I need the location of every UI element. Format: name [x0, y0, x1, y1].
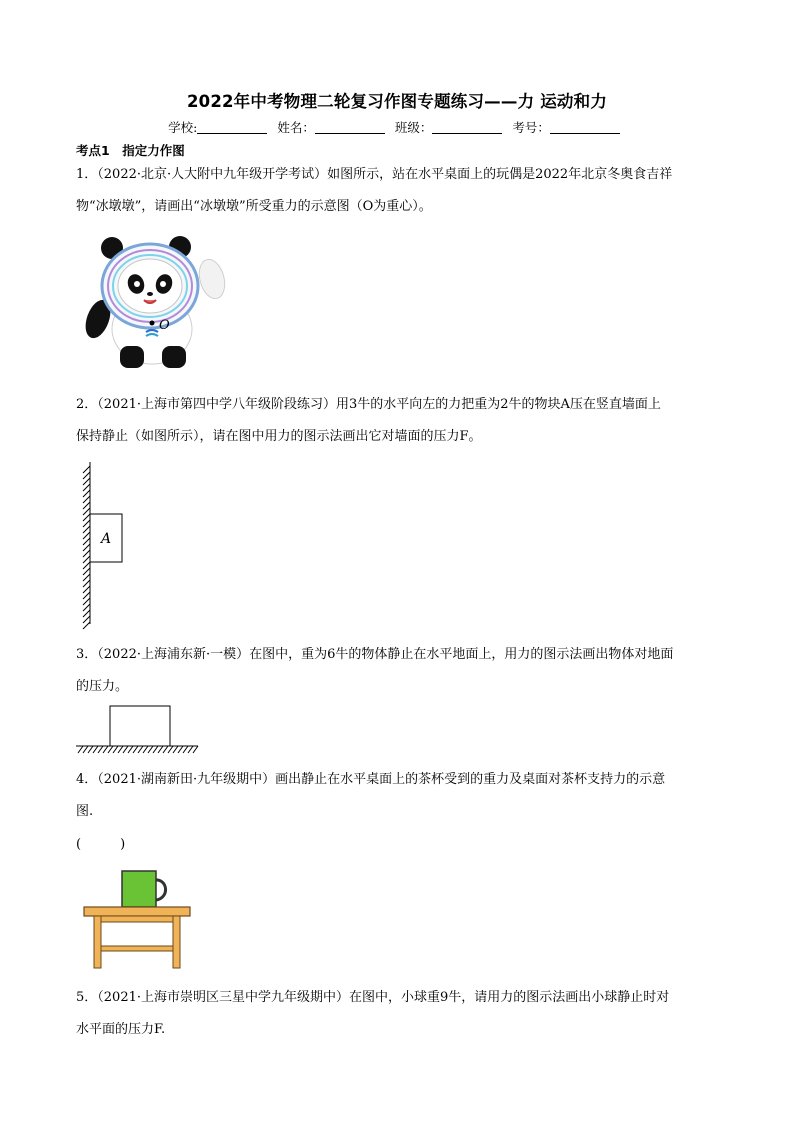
block-a-label: A	[100, 531, 112, 547]
table-right-leg	[173, 916, 180, 968]
center-of-gravity-label: O	[159, 318, 170, 333]
box-object	[110, 706, 170, 746]
name-label: 姓名：	[277, 120, 315, 135]
table-stretcher	[101, 946, 173, 951]
figure-2-wall-block	[74, 462, 134, 627]
class-label: 班级：	[394, 120, 433, 135]
table-top	[84, 907, 190, 916]
question-3-line-2: 的压力。	[76, 679, 129, 694]
question-5-line-2: 水平面的压力F.	[76, 1022, 166, 1037]
question-2-line-1: 2．（2021·上海市第四中学八年级阶段练习）用3牛的水平向左的力把重为2牛的物块A压在竖直墙面上	[76, 397, 661, 412]
mascot-left-eye	[134, 281, 140, 287]
name-blank[interactable]	[315, 121, 385, 134]
center-of-gravity-point	[150, 321, 155, 326]
mascot-left-leg	[120, 346, 144, 368]
question-1-line-1: 1．（2022·北京·人大附中九年级开学考试）如图所示，站在水平桌面上的玩偶是2022年北京冬奥食吉祥	[76, 167, 673, 182]
question-4-answer-blank[interactable]: ( )	[76, 837, 126, 852]
ground-hatching	[78, 746, 198, 753]
figure-3-box-on-ground	[76, 704, 200, 756]
question-4-line-2: 图.	[76, 804, 94, 819]
mascot-right-leg	[162, 346, 186, 368]
question-3	[76, 639, 722, 703]
question-4	[76, 764, 722, 828]
page-title: 2022年中考物理二轮复习作图专题练习——力 运动和力	[186, 92, 608, 111]
figure-1-mascot	[80, 234, 230, 374]
school-blank[interactable]	[197, 121, 267, 134]
mascot-nose	[147, 292, 153, 296]
table-apron	[94, 916, 180, 922]
question-1-line-2: 物“冰墩墩”，请画出“冰墩墩”所受重力的示意图（O为重心）。	[76, 199, 432, 214]
figure-4-cup-on-table	[82, 866, 194, 970]
mascot-raised-arm	[195, 257, 229, 302]
question-4-line-1: 4．（2021·湖南新田·九年级期中）画出静止在水平桌面上的茶杯受到的重力及桌面对茶杯支持力的示意	[76, 772, 666, 787]
question-3-line-1: 3．（2022·上海浦东新·一模）在图中，重为6牛的物体静止在水平地面上，用力的图示法画出物体对地面	[76, 647, 674, 662]
question-1	[76, 159, 722, 223]
number-blank[interactable]	[550, 121, 620, 134]
question-2	[76, 389, 722, 453]
table-left-leg	[94, 916, 101, 968]
number-label: 考号：	[512, 120, 550, 135]
mascot-right-eye	[160, 281, 166, 287]
question-5-line-1: 5．（2021·上海市崇明区三星中学九年级期中）在图中，小球重9牛，请用力的图示法画出小球静止时对	[76, 990, 670, 1005]
section-heading-1: 考点1 指定力作图	[76, 143, 185, 158]
cup	[122, 871, 156, 907]
mascot-mouth	[144, 300, 156, 303]
school-label: 学校:	[168, 120, 198, 135]
student-info-line	[0, 118, 794, 136]
mascot-face	[118, 259, 182, 313]
question-2-line-2: 保持静止（如图所示），请在图中用力的图示法画出它对墙面的压力F。	[76, 429, 482, 444]
class-blank[interactable]	[432, 121, 502, 134]
question-5	[76, 982, 722, 1046]
